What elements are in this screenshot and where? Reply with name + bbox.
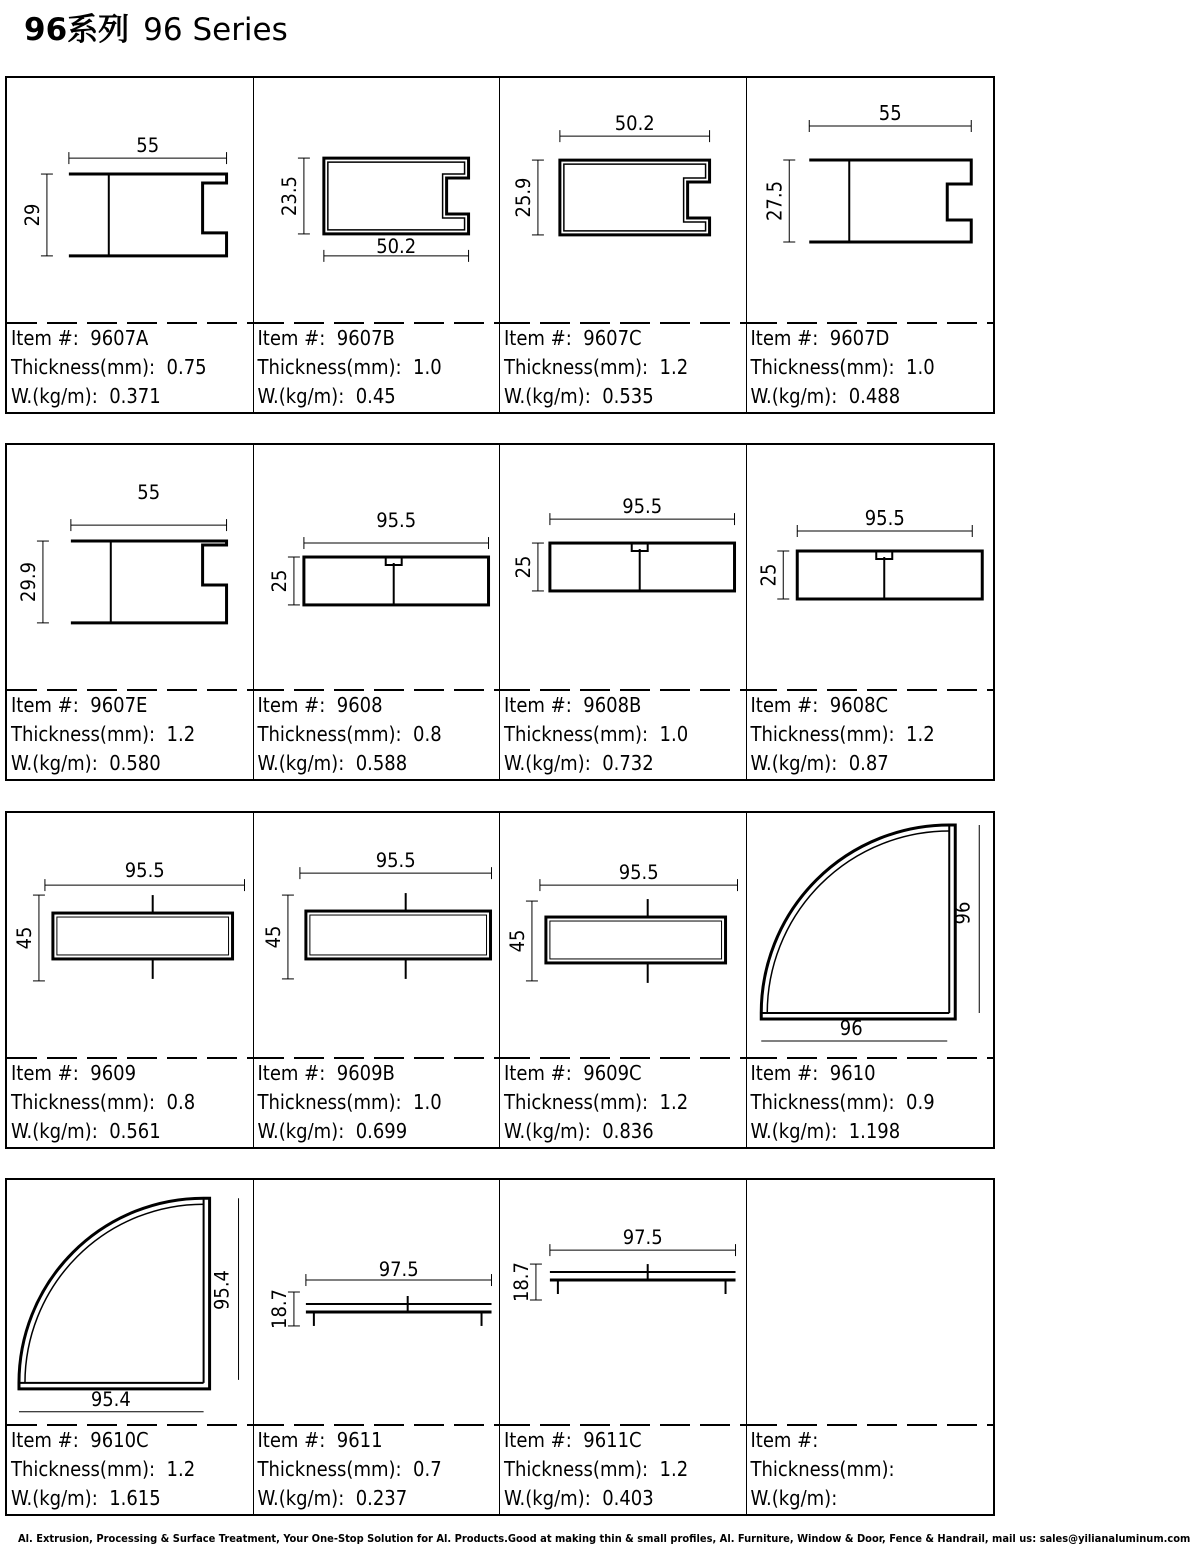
dimension-label: 95.5 xyxy=(864,506,905,530)
thickness-line xyxy=(258,1088,442,1117)
profile-card xyxy=(500,813,747,1147)
profile-drawing-area xyxy=(254,813,500,1053)
weight-label: W.(kg/m): xyxy=(750,751,838,775)
dimension-label: 45 xyxy=(504,929,529,953)
thickness-line xyxy=(258,353,442,382)
profile-card xyxy=(747,1180,994,1514)
item-number: 9611 xyxy=(336,1428,383,1452)
thickness-label: Thickness(mm): xyxy=(504,1457,649,1481)
thickness-value: 1.0 xyxy=(906,355,935,379)
item-label: Item #: xyxy=(257,1428,326,1452)
weight-label: W.(kg/m): xyxy=(257,1486,345,1510)
profile-card xyxy=(254,813,501,1147)
profile-specs xyxy=(504,691,688,778)
weight-line xyxy=(258,1117,442,1146)
weight-label: W.(kg/m): xyxy=(11,751,98,775)
weight-value: 0.488 xyxy=(848,384,901,408)
thickness-line xyxy=(11,1455,195,1484)
catalog-row xyxy=(5,811,995,1149)
item-number: 9607E xyxy=(90,693,148,717)
profile-drawing xyxy=(500,1180,746,1420)
profile-card xyxy=(254,1180,501,1514)
dimension-label: 27.5 xyxy=(761,180,786,222)
profile-specs xyxy=(751,691,935,778)
profile-specs xyxy=(258,324,442,411)
thickness-value: 1.2 xyxy=(659,1457,689,1481)
dimension-label: 45 xyxy=(260,925,285,949)
item-label: Item #: xyxy=(504,1428,572,1452)
item-number: 9607B xyxy=(336,326,395,350)
profile-specs xyxy=(751,1426,907,1513)
dimension-label: 95.5 xyxy=(622,494,663,519)
thickness-line xyxy=(751,353,935,382)
item-label: Item #: xyxy=(750,693,819,717)
thickness-line xyxy=(258,720,442,749)
profile-specs xyxy=(504,1059,688,1146)
weight-label: W.(kg/m): xyxy=(11,384,98,408)
profile-drawing xyxy=(254,78,500,318)
item-number-line xyxy=(11,691,195,720)
item-number: 9607C xyxy=(583,326,642,350)
weight-value: 0.45 xyxy=(355,384,396,408)
dimension-label: 18.7 xyxy=(266,1289,291,1329)
item-label: Item #: xyxy=(750,326,819,350)
profile-drawing-area xyxy=(7,813,253,1053)
profile-drawing xyxy=(500,78,746,318)
weight-label: W.(kg/m): xyxy=(257,751,345,775)
weight-value: 0.699 xyxy=(355,1119,408,1143)
profile-drawing-area xyxy=(7,78,253,318)
profile-drawing-area xyxy=(254,78,500,318)
profile-drawing xyxy=(747,813,994,1053)
title-english: 96 Series xyxy=(143,12,288,48)
thickness-line xyxy=(504,353,688,382)
weight-value: 0.371 xyxy=(109,384,161,408)
weight-label: W.(kg/m): xyxy=(504,384,591,408)
catalog-row xyxy=(5,1178,995,1516)
profile-specs xyxy=(504,324,688,411)
item-number: 9609 xyxy=(90,1061,137,1085)
profile-drawing-area xyxy=(747,813,994,1053)
dimension-label: 97.5 xyxy=(378,1257,419,1282)
item-number-line xyxy=(751,324,935,353)
thickness-value: 0.7 xyxy=(413,1457,442,1481)
weight-line xyxy=(751,1484,907,1513)
weight-value: 1.615 xyxy=(109,1486,161,1510)
item-label: Item #: xyxy=(11,326,79,350)
profile-specs xyxy=(258,691,442,778)
weight-line xyxy=(504,749,688,778)
weight-value: 0.87 xyxy=(848,751,889,775)
profile-card xyxy=(7,78,254,412)
catalog-row xyxy=(5,443,995,781)
dimension-label: 95.5 xyxy=(124,858,165,883)
profile-card xyxy=(7,1180,254,1514)
thickness-label: Thickness(mm): xyxy=(257,1090,402,1114)
thickness-line xyxy=(751,720,935,749)
profile-specs xyxy=(258,1426,442,1513)
thickness-label: Thickness(mm): xyxy=(257,355,402,379)
dimension-label: 95.5 xyxy=(618,860,659,885)
weight-label: W.(kg/m): xyxy=(11,1486,98,1510)
item-label: Item #: xyxy=(257,693,326,717)
thickness-value: 1.2 xyxy=(659,355,689,379)
footer-text: Al. Extrusion, Processing & Surface Treatment, Your One-Stop Solution for Al. Products.Good at making thin & small profiles, Al. Furniture, Window & Door, Fence & Handrail, mail us: sales@yilianaluminum.com xyxy=(18,1532,1190,1545)
item-number: 9607D xyxy=(829,326,890,350)
profile-drawing-area xyxy=(747,78,994,318)
weight-line xyxy=(11,1484,195,1513)
dimension-label: 95.4 xyxy=(90,1386,131,1411)
item-number-line xyxy=(504,1426,688,1455)
item-label: Item #: xyxy=(504,1061,572,1085)
profile-drawing xyxy=(254,813,500,1053)
thickness-line xyxy=(751,1088,935,1117)
thickness-label: Thickness(mm): xyxy=(11,355,156,379)
profile-drawing xyxy=(747,445,994,685)
thickness-label: Thickness(mm): xyxy=(504,1090,649,1114)
thickness-value: 1.2 xyxy=(906,722,935,746)
profile-card xyxy=(747,813,994,1147)
item-number: 9609B xyxy=(336,1061,395,1085)
weight-line xyxy=(504,1484,688,1513)
item-label: Item #: xyxy=(504,693,572,717)
item-number: 9611C xyxy=(583,1428,642,1452)
dimension-label: 29 xyxy=(19,203,44,227)
weight-value: 0.535 xyxy=(602,384,654,408)
weight-line xyxy=(751,382,935,411)
item-label: Item #: xyxy=(257,1061,326,1085)
profile-card xyxy=(254,445,501,779)
thickness-value: 1.0 xyxy=(659,722,689,746)
weight-value: 0.836 xyxy=(602,1119,654,1143)
thickness-label: Thickness(mm): xyxy=(504,355,649,379)
weight-label: W.(kg/m): xyxy=(11,1119,98,1143)
profile-specs xyxy=(11,691,195,778)
weight-label: W.(kg/m): xyxy=(257,384,345,408)
thickness-label: Thickness(mm): xyxy=(504,722,649,746)
thickness-value: 1.2 xyxy=(659,1090,689,1114)
dimension-label: 95.5 xyxy=(375,508,416,533)
dimension-label: 25 xyxy=(755,563,780,587)
weight-line xyxy=(751,1117,935,1146)
item-number: 9610 xyxy=(829,1061,876,1085)
item-number-line xyxy=(504,324,688,353)
dimension-label: 96 xyxy=(839,1016,863,1040)
profile-drawing-area xyxy=(254,445,500,685)
dimension-label: 55 xyxy=(878,101,902,125)
dimension-label: 50.2 xyxy=(614,111,655,136)
weight-value: 0.588 xyxy=(355,751,408,775)
profile-specs xyxy=(751,1059,935,1146)
thickness-value: 0.8 xyxy=(166,1090,196,1114)
weight-label: W.(kg/m): xyxy=(504,1486,591,1510)
dimension-label: 55 xyxy=(136,133,160,158)
dimension-label: 18.7 xyxy=(508,1262,533,1303)
profile-card xyxy=(500,78,747,412)
profile-drawing xyxy=(254,445,500,685)
profile-drawing-area xyxy=(747,1180,994,1420)
dimension-label: 23.5 xyxy=(276,176,301,216)
thickness-line xyxy=(751,1455,907,1484)
dimension-label: 45 xyxy=(11,926,36,950)
weight-value: 0.237 xyxy=(355,1486,408,1510)
item-number-line xyxy=(751,691,935,720)
item-label: Item #: xyxy=(750,1061,819,1085)
thickness-label: Thickness(mm): xyxy=(11,1457,156,1481)
thickness-value: 1.2 xyxy=(166,722,196,746)
profile-drawing xyxy=(254,1180,500,1420)
dimension-label: 97.5 xyxy=(622,1225,663,1250)
weight-line xyxy=(11,749,195,778)
thickness-value: 1.2 xyxy=(166,1457,196,1481)
weight-line xyxy=(258,749,442,778)
weight-label: W.(kg/m): xyxy=(257,1119,345,1143)
profile-drawing xyxy=(747,1180,994,1420)
thickness-label: Thickness(mm): xyxy=(11,722,156,746)
item-label: Item #: xyxy=(11,1061,79,1085)
thickness-label: Thickness(mm): xyxy=(257,722,402,746)
profile-drawing xyxy=(7,78,253,318)
weight-line xyxy=(258,1484,442,1513)
page-title xyxy=(24,4,288,49)
thickness-value: 0.9 xyxy=(906,1090,935,1114)
item-number: 9608B xyxy=(583,693,642,717)
item-label: Item #: xyxy=(750,1428,819,1452)
item-number-line xyxy=(11,1426,195,1455)
profile-drawing xyxy=(500,813,746,1053)
item-number: 9610C xyxy=(90,1428,149,1452)
profile-drawing-area xyxy=(500,445,746,685)
profile-specs xyxy=(11,324,207,411)
profile-drawing xyxy=(500,445,746,685)
profile-drawing-area xyxy=(500,1180,746,1420)
thickness-label: Thickness(mm): xyxy=(11,1090,156,1114)
profile-drawing-area xyxy=(7,1180,253,1420)
dimension-label: 25 xyxy=(266,569,291,593)
weight-value: 0.732 xyxy=(602,751,654,775)
weight-value: 0.403 xyxy=(602,1486,654,1510)
weight-label: W.(kg/m): xyxy=(504,1119,591,1143)
item-number-line xyxy=(258,1426,442,1455)
item-number-line xyxy=(258,691,442,720)
thickness-label: Thickness(mm): xyxy=(750,355,895,379)
thickness-value: 1.0 xyxy=(413,355,442,379)
thickness-value: 0.8 xyxy=(413,722,442,746)
thickness-line xyxy=(258,1455,442,1484)
profile-drawing-area xyxy=(254,1180,500,1420)
thickness-line xyxy=(504,1455,688,1484)
dimension-label: 95.4 xyxy=(209,1270,234,1310)
thickness-line xyxy=(504,720,688,749)
profile-card xyxy=(7,813,254,1147)
item-number: 9608C xyxy=(829,693,889,717)
item-number-line xyxy=(504,1059,688,1088)
profile-drawing-area xyxy=(500,813,746,1053)
profile-card xyxy=(747,78,994,412)
profile-specs xyxy=(11,1426,195,1513)
item-number-line xyxy=(11,324,207,353)
dimension-label: 50.2 xyxy=(375,233,416,258)
item-number-line xyxy=(11,1059,195,1088)
thickness-value: 1.0 xyxy=(413,1090,442,1114)
weight-line xyxy=(751,749,935,778)
thickness-label: Thickness(mm): xyxy=(750,1457,895,1481)
profile-drawing-area xyxy=(747,445,994,685)
item-number-line xyxy=(258,1059,442,1088)
dimension-label: 55 xyxy=(137,480,161,505)
dimension-label: 25.9 xyxy=(510,177,535,218)
profile-card xyxy=(500,445,747,779)
profile-drawing xyxy=(747,78,994,318)
thickness-label: Thickness(mm): xyxy=(750,722,895,746)
thickness-label: Thickness(mm): xyxy=(257,1457,402,1481)
profile-drawing xyxy=(7,445,253,685)
weight-value: 0.561 xyxy=(109,1119,161,1143)
profile-specs xyxy=(504,1426,688,1513)
dimension-label: 96 xyxy=(949,901,974,925)
weight-value: 0.580 xyxy=(109,751,161,775)
item-number: 9609C xyxy=(583,1061,642,1085)
profile-card xyxy=(7,445,254,779)
dimension-label: 25 xyxy=(510,555,535,579)
thickness-value: 0.75 xyxy=(166,355,207,379)
profile-drawing xyxy=(7,1180,253,1420)
item-label: Item #: xyxy=(11,1428,79,1452)
thickness-label: Thickness(mm): xyxy=(750,1090,895,1114)
dimension-label: 95.5 xyxy=(375,848,416,873)
profile-specs xyxy=(751,324,935,411)
weight-value: 1.198 xyxy=(848,1119,901,1143)
item-number-line xyxy=(504,691,688,720)
weight-label: W.(kg/m): xyxy=(750,384,838,408)
item-number: 9608 xyxy=(336,693,383,717)
profile-drawing-area xyxy=(7,445,253,685)
profile-specs xyxy=(258,1059,442,1146)
item-number: 9607A xyxy=(90,326,149,350)
weight-line xyxy=(504,382,688,411)
weight-label: W.(kg/m): xyxy=(750,1486,838,1510)
thickness-line xyxy=(11,720,195,749)
item-number-line xyxy=(258,324,442,353)
profile-card xyxy=(254,78,501,412)
item-number-line xyxy=(751,1059,935,1088)
catalog-row xyxy=(5,76,995,414)
weight-line xyxy=(258,382,442,411)
item-label: Item #: xyxy=(257,326,326,350)
profile-drawing-area xyxy=(500,78,746,318)
weight-label: W.(kg/m): xyxy=(750,1119,838,1143)
weight-label: W.(kg/m): xyxy=(504,751,591,775)
title-chinese: 96系列 xyxy=(24,12,130,48)
profile-drawing xyxy=(7,813,253,1053)
weight-line xyxy=(11,382,207,411)
item-label: Item #: xyxy=(11,693,79,717)
profile-card xyxy=(500,1180,747,1514)
thickness-line xyxy=(11,353,207,382)
weight-line xyxy=(11,1117,195,1146)
thickness-line xyxy=(11,1088,195,1117)
thickness-line xyxy=(504,1088,688,1117)
weight-line xyxy=(504,1117,688,1146)
item-label: Item #: xyxy=(504,326,572,350)
dimension-label: 29.9 xyxy=(15,561,40,602)
item-number-line xyxy=(751,1426,907,1455)
profile-card xyxy=(747,445,994,779)
profile-specs xyxy=(11,1059,195,1146)
